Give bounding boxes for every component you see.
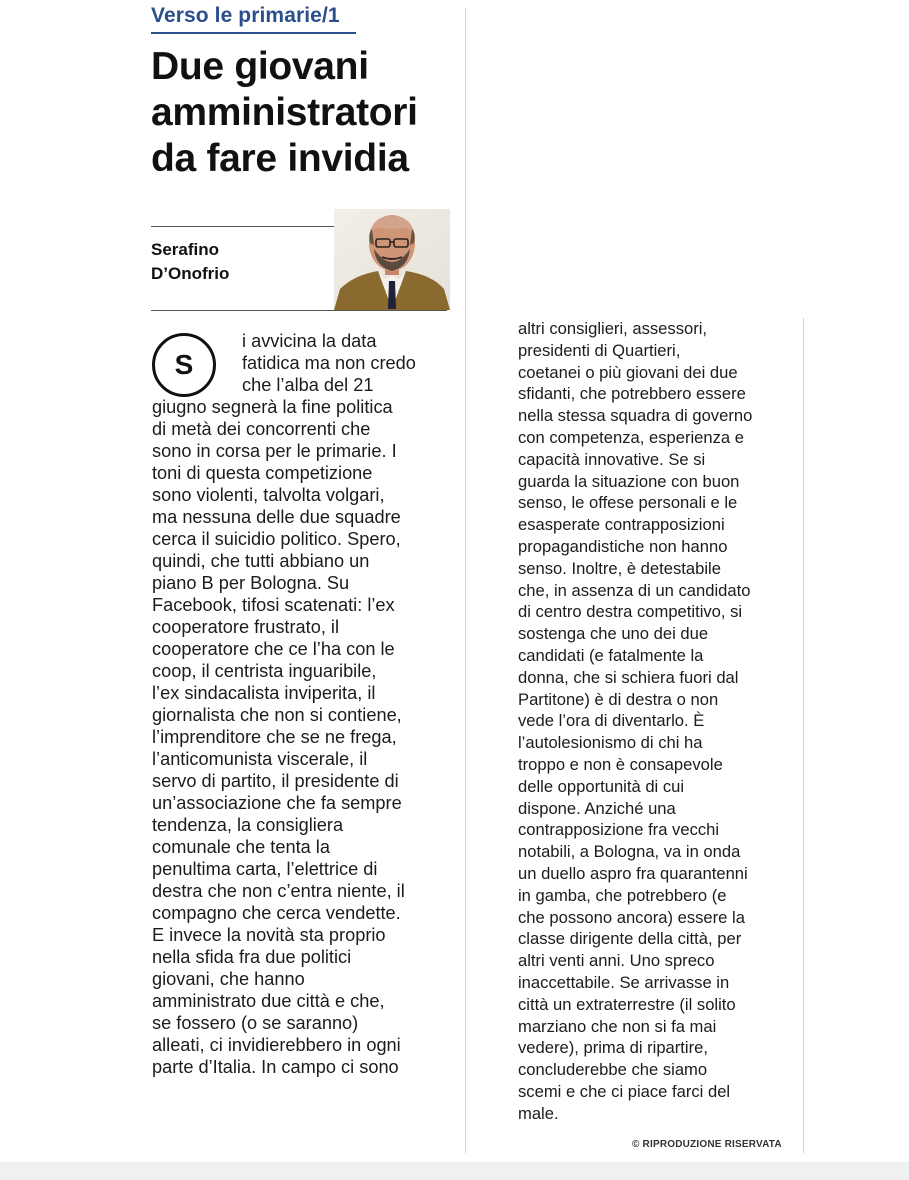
text-line: l’anticomunista viscerale, il: [152, 749, 368, 769]
text-line: giugno segnerà la fine politica: [152, 397, 393, 417]
text-line: comunale che tenta la: [152, 837, 330, 857]
text-line: un’associazione che fa sempre: [152, 793, 402, 813]
headline-line: amministratori: [151, 91, 418, 134]
text-line: sono in corsa per le primarie. I: [152, 441, 397, 461]
text-line: destra che non c’entra niente, il: [152, 881, 405, 901]
text-line: servo di partito, il presidente di: [152, 771, 399, 791]
text-line: con competenza, esperienza e: [518, 427, 745, 447]
text-line: cerca il suicidio politico. Spero,: [152, 529, 401, 549]
text-line: fatidica ma non credo: [242, 353, 416, 373]
text-line: concluderebbe che siamo: [518, 1060, 708, 1080]
text-line: vede l’ora di diventarlo. È: [518, 711, 705, 731]
text-line: amministrato due città e che,: [152, 991, 385, 1011]
text-line: candidati (e fatalmente la: [518, 645, 704, 665]
text-line: piano B per Bologna. Su: [152, 573, 350, 593]
author-name: [151, 238, 321, 286]
text-line: sostenga che uno dei due: [518, 624, 709, 644]
article-column-1: [152, 330, 416, 1078]
text-line: se fossero (o se saranno): [152, 1013, 359, 1033]
text-line: un duello aspro fra quarantenni: [518, 863, 748, 883]
text-line: l’imprenditore che se ne frega,: [152, 727, 397, 747]
text-line: l’ex sindacalista inviperita, il: [152, 683, 376, 703]
text-line: ma nessuna delle due squadre: [152, 507, 401, 527]
text-line: giornalista che non si contiene,: [152, 705, 402, 725]
text-line: di centro destra competitivo, si: [518, 602, 743, 622]
text-line: marziano che non si fa mai: [518, 1016, 717, 1036]
text-line: altri venti anni. Uno spreco: [518, 951, 715, 971]
text-line: sfidanti, che potrebbero essere: [518, 384, 746, 404]
text-line: alleati, ci invidierebbero in ogni: [152, 1035, 401, 1055]
text-line: che l’alba del 21: [242, 375, 374, 395]
copyright-notice: © RIPRODUZIONE RISERVATA: [632, 1139, 782, 1150]
column-divider-left: [465, 8, 466, 1153]
article-headline: [151, 44, 461, 182]
text-line: toni di questa competizione: [152, 463, 373, 483]
author-photo: [334, 209, 450, 310]
text-line: città un extraterrestre (il solito: [518, 994, 736, 1014]
author-last-name: D’Onofrio: [151, 264, 230, 283]
text-line: donna, che si schiera fuori dal: [518, 667, 739, 687]
text-line: scemi e che ci piace farci del: [518, 1081, 731, 1101]
text-line: male.: [518, 1103, 559, 1123]
text-line: coetanei o più giovani dei due: [518, 362, 738, 382]
text-line: Facebook, tifosi scatenati: l’ex: [152, 595, 395, 615]
text-line: cooperatore che ce l’ha con le: [152, 639, 395, 659]
headline-line: Due giovani: [151, 45, 369, 88]
column-divider-right: [803, 318, 804, 1153]
text-line: senso. Inoltre, è detestabile: [518, 558, 721, 578]
text-line: contrapposizione fra vecchi: [518, 820, 720, 840]
text-line: esasperate contrapposizioni: [518, 515, 725, 535]
text-line: l’autolesionismo di chi ha: [518, 733, 703, 753]
text-line: altri consiglieri, assessori,: [518, 319, 708, 338]
text-line: sono violenti, talvolta volgari,: [152, 485, 385, 505]
text-line: cooperatore frustrato, il: [152, 617, 340, 637]
text-line: i avvicina la data: [242, 331, 377, 351]
text-line: che, in assenza di un candidato: [518, 580, 751, 600]
text-line: troppo e non è consapevole: [518, 754, 723, 774]
text-line: propagandistiche non hanno: [518, 536, 728, 556]
author-first-name: Serafino: [151, 240, 220, 259]
text-line: quindi, che tutti abbiano un: [152, 551, 370, 571]
page-bottom-band: [0, 1162, 909, 1180]
text-line: guarda la situazione con buon: [518, 471, 740, 491]
drop-cap: S: [152, 333, 216, 397]
text-line: parte d’Italia. In campo ci sono: [152, 1057, 399, 1077]
text-line: classe dirigente della città, per: [518, 929, 742, 949]
text-line: capacità innovative. Se si: [518, 449, 706, 469]
text-line: penultima carta, l’elettrice di: [152, 859, 378, 879]
text-line: di metà dei concorrenti che: [152, 419, 371, 439]
text-line: dispone. Anziché una: [518, 798, 676, 818]
text-line: che possono ancora) essere la: [518, 907, 745, 927]
text-line: vedere), prima di ripartire,: [518, 1038, 708, 1058]
text-line: E invece la novità sta proprio: [152, 925, 386, 945]
text-line: inaccettabile. Se arrivasse in: [518, 972, 730, 992]
text-line: senso, le offese personali e le: [518, 493, 738, 513]
text-line: nella stessa squadra di governo: [518, 406, 753, 426]
byline-bottom-rule: [151, 310, 447, 311]
article-kicker: Verso le primarie/1: [151, 4, 340, 27]
article-column-2: [518, 318, 752, 1124]
text-line: compagno che cerca vendette.: [152, 903, 401, 923]
text-line: Partitone) è di destra o non: [518, 689, 719, 709]
text-line: nella sfida fra due politici: [152, 947, 352, 967]
text-line: coop, il centrista inguaribile,: [152, 661, 377, 681]
headline-line: da fare invidia: [151, 137, 409, 180]
text-line: giovani, che hanno: [152, 969, 305, 989]
text-line: notabili, a Bologna, va in onda: [518, 842, 741, 862]
text-line: in gamba, che potrebbero (e: [518, 885, 727, 905]
text-line: delle opportunità di cui: [518, 776, 685, 796]
text-line: tendenza, la consigliera: [152, 815, 344, 835]
text-line: presidenti di Quartieri,: [518, 340, 681, 360]
kicker-underline: [151, 32, 356, 34]
